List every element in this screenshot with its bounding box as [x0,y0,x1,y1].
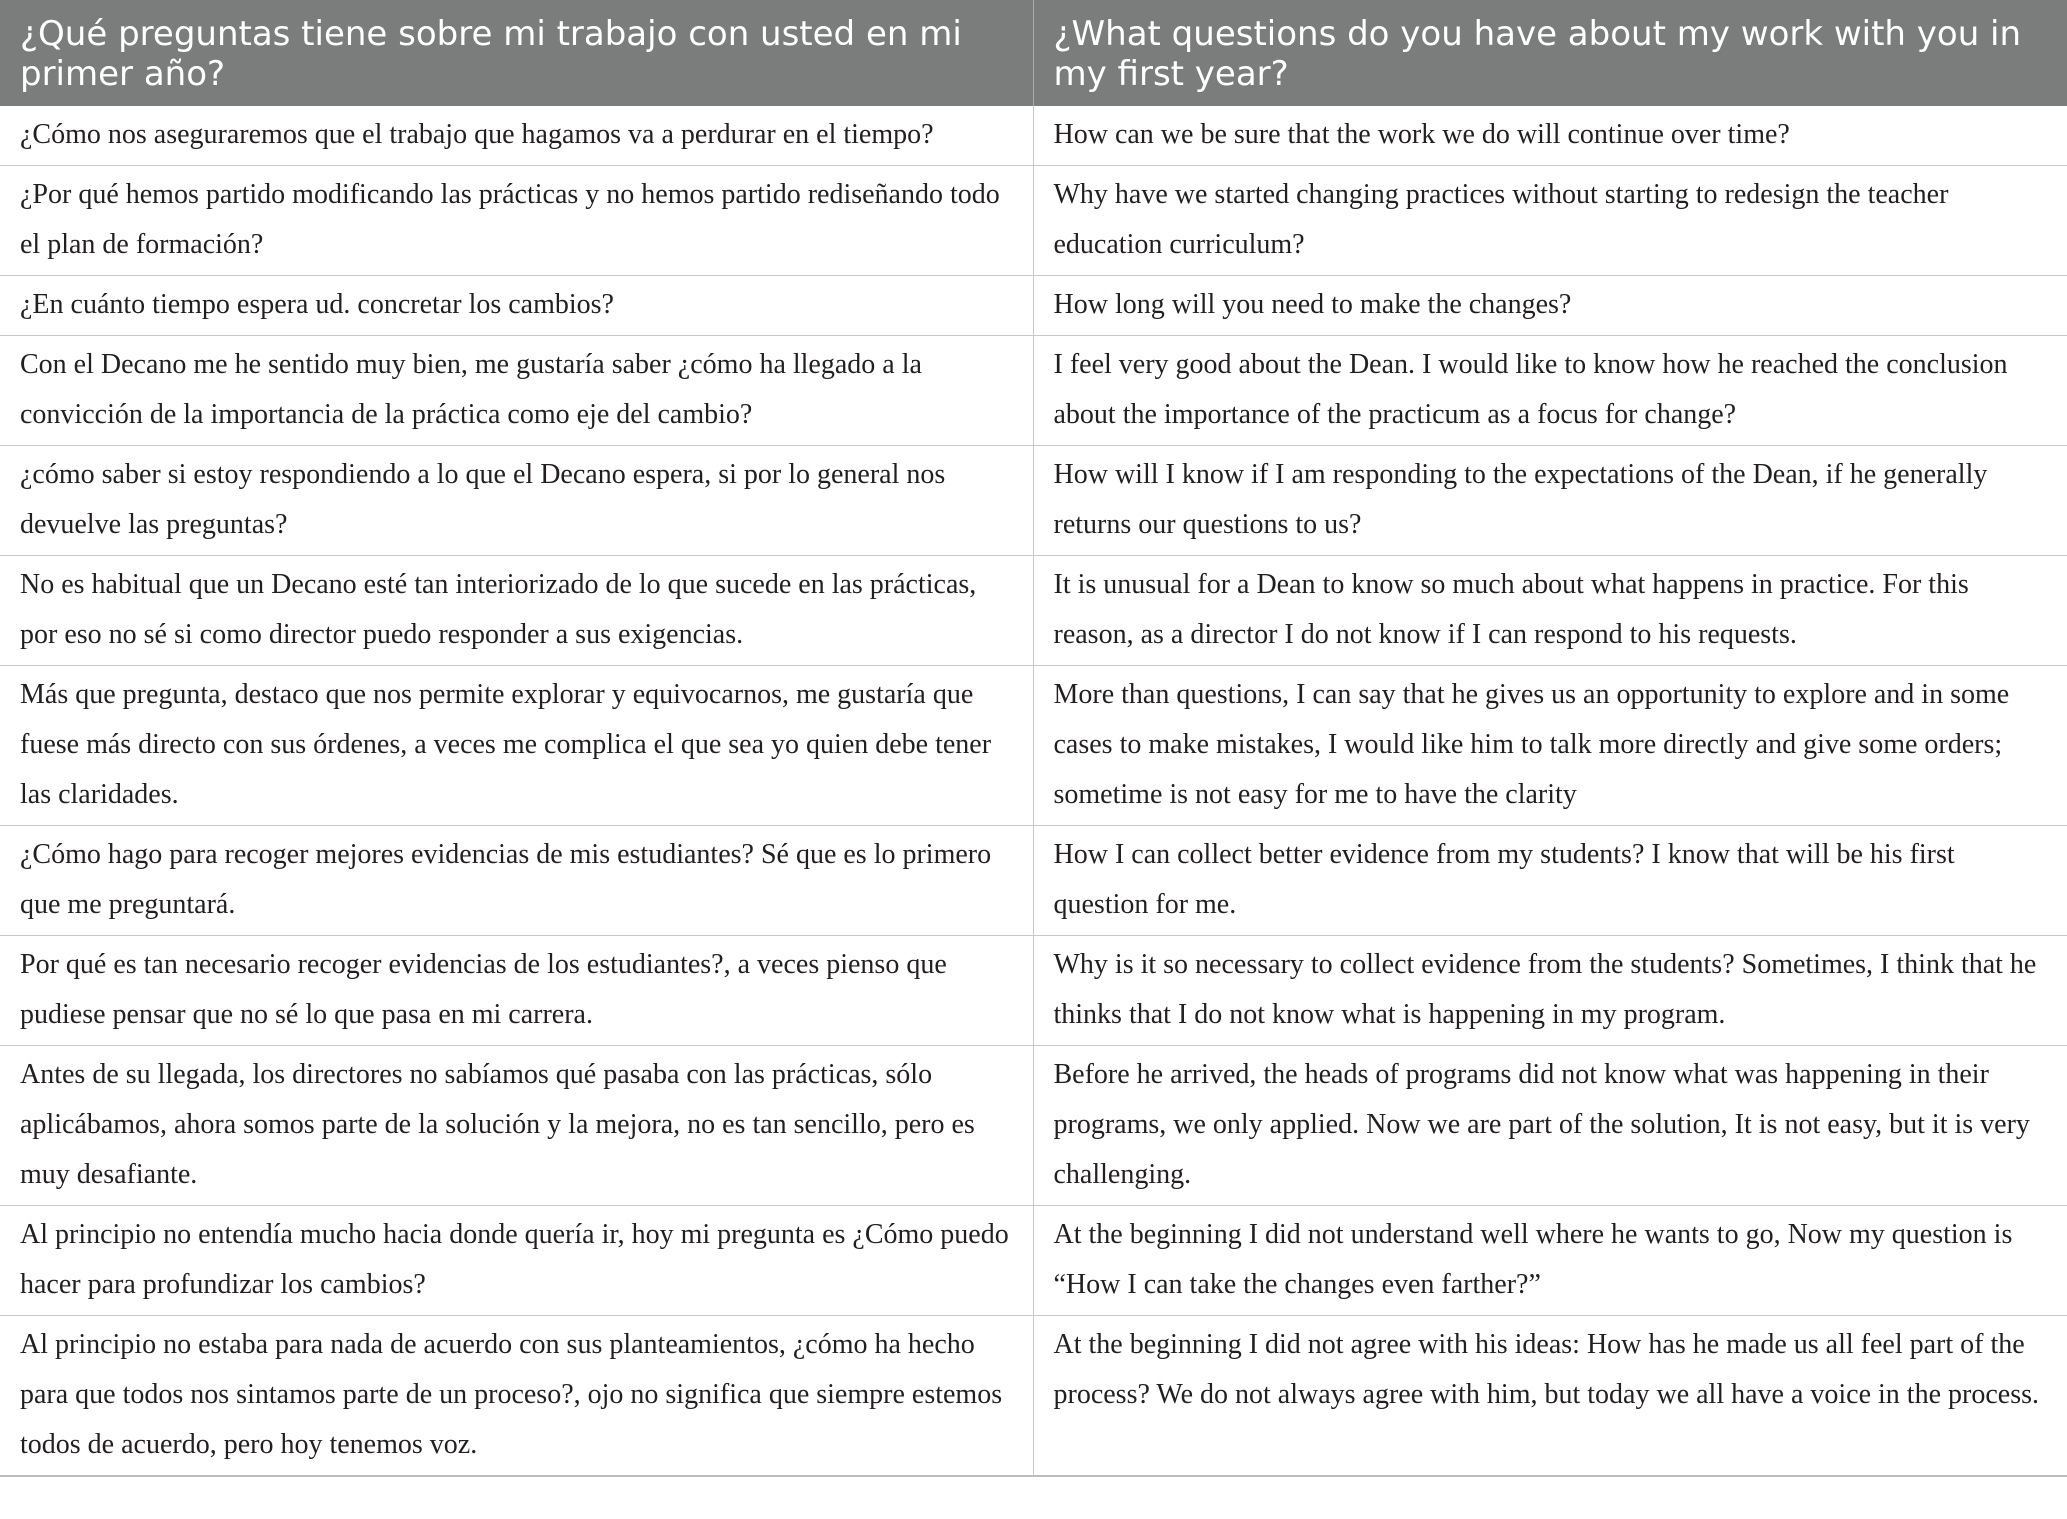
cell-english: At the beginning I did not understand well where he wants to go, Now my question is “How I can take the changes even farther?” [1033,1206,2067,1316]
cell-english: At the beginning I did not agree with his ideas: How has he made us all feel part of the process? We do not always agree with him, but today we all have a voice in the process. [1033,1316,2067,1477]
table-header [0,0,2067,106]
table-row [0,1316,2067,1477]
table-row [0,446,2067,556]
table-row [0,666,2067,826]
cell-spanish: ¿Por qué hemos partido modificando las prácticas y no hemos partido rediseñando todo el plan de formación? [0,166,1033,276]
table-body [0,106,2067,1476]
cell-english: How can we be sure that the work we do will continue over time? [1033,106,2067,166]
cell-english: How long will you need to make the changes? [1033,276,2067,336]
cell-english: How I can collect better evidence from my students? I know that will be his first question for me. [1033,826,2067,936]
cell-english: Why is it so necessary to collect evidence from the students? Sometimes, I think that he thinks that I do not know what is happening in my program. [1033,936,2067,1046]
cell-spanish: ¿Cómo hago para recoger mejores evidencias de mis estudiantes? Sé que es lo primero que me preguntará. [0,826,1033,936]
table-row [0,276,2067,336]
cell-english: I feel very good about the Dean. I would like to know how he reached the conclusion about the importance of the practicum as a focus for change? [1033,336,2067,446]
cell-english: It is unusual for a Dean to know so much about what happens in practice. For this reason, as a director I do not know if I can respond to his requests. [1033,556,2067,666]
cell-spanish: Al principio no entendía mucho hacia donde quería ir, hoy mi pregunta es ¿Cómo puedo hacer para profundizar los cambios? [0,1206,1033,1316]
header-english: ¿What questions do you have about my work with you in my first year? [1033,0,2067,106]
header-row [0,0,2067,106]
cell-spanish: Por qué es tan necesario recoger evidencias de los estudiantes?, a veces pienso que pudiese pensar que no sé lo que pasa en mi carrera. [0,936,1033,1046]
cell-spanish: ¿Cómo nos aseguraremos que el trabajo que hagamos va a perdurar en el tiempo? [0,106,1033,166]
cell-spanish: Con el Decano me he sentido muy bien, me gustaría saber ¿cómo ha llegado a la convicción de la importancia de la práctica como eje del cambio? [0,336,1033,446]
cell-spanish: No es habitual que un Decano esté tan interiorizado de lo que sucede en las prácticas, por eso no sé si como director puedo responder a sus exigencias. [0,556,1033,666]
cell-spanish: ¿En cuánto tiempo espera ud. concretar los cambios? [0,276,1033,336]
cell-spanish: Antes de su llegada, los directores no sabíamos qué pasaba con las prácticas, sólo aplicábamos, ahora somos parte de la solución y la mejora, no es tan sencillo, pero es muy desafiante. [0,1046,1033,1206]
cell-spanish: Al principio no estaba para nada de acuerdo con sus planteamientos, ¿cómo ha hecho para que todos nos sintamos parte de un proceso?, ojo no significa que siempre estemos todos de acuerdo, pero hoy tenemos voz. [0,1316,1033,1477]
cell-spanish: Más que pregunta, destaco que nos permite explorar y equivocarnos, me gustaría que fuese más directo con sus órdenes, a veces me complica el que sea yo quien debe tener las claridades. [0,666,1033,826]
table-row [0,556,2067,666]
table-row [0,336,2067,446]
table-row [0,166,2067,276]
header-spanish: ¿Qué preguntas tiene sobre mi trabajo con usted en mi primer año? [0,0,1033,106]
table-row [0,1206,2067,1316]
table-row [0,106,2067,166]
cell-english: Why have we started changing practices without starting to redesign the teacher education curriculum? [1033,166,2067,276]
cell-english: How will I know if I am responding to the expectations of the Dean, if he generally returns our questions to us? [1033,446,2067,556]
cell-english: Before he arrived, the heads of programs did not know what was happening in their programs, we only applied. Now we are part of the solution, It is not easy, but it is very challenging. [1033,1046,2067,1206]
table-row [0,1046,2067,1206]
table-row [0,936,2067,1046]
cell-spanish: ¿cómo saber si estoy respondiendo a lo que el Decano espera, si por lo general nos devuelve las preguntas? [0,446,1033,556]
cell-english: More than questions, I can say that he gives us an opportunity to explore and in some cases to make mistakes, I would like him to talk more directly and give some orders; sometime is not easy for me to have the clarity [1033,666,2067,826]
table-row [0,826,2067,936]
